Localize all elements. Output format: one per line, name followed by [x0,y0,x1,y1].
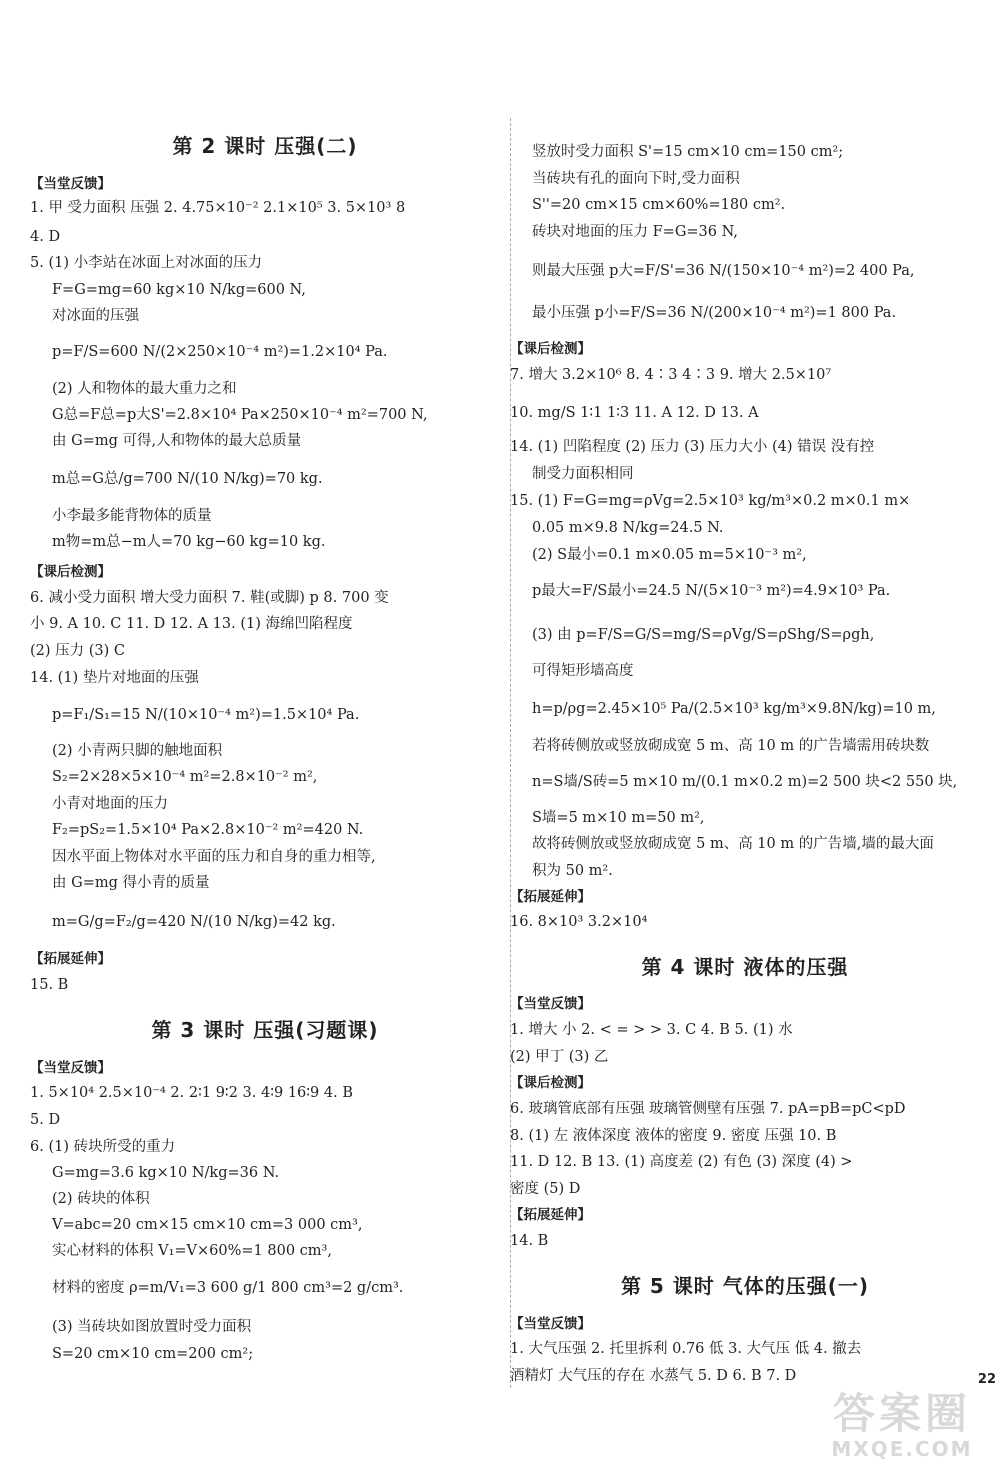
section-heading: 【当堂反馈】 [510,996,591,1012]
answer-line: n=S墙/S砖=5 m×10 m/(0.1 m×0.2 m)=2 500 块<2 550 块, [532,774,958,790]
answer-line: 11. D 12. B 13. (1) 高度差 (2) 有色 (3) 深度 (4) > [510,1154,853,1170]
answer-line: S墙=5 m×10 m=50 m², [532,810,705,826]
answer-line: F₂=pS₂=1.5×10⁴ Pa×2.8×10⁻² m²=420 N. [52,822,364,838]
answer-line: 15. B [30,977,69,993]
answer-line: 小李最多能背物体的质量 [52,508,212,524]
answer-line: 6. 减小受力面积 增大受力面积 7. 鞋(或脚) p 8. 700 变 [30,590,389,606]
answer-line: 1. 增大 小 2. < = > > 3. C 4. B 5. (1) 水 [510,1022,793,1038]
answer-line: (2) S最小=0.1 m×0.05 m=5×10⁻³ m², [532,547,807,563]
answer-line: 可得矩形墙高度 [532,663,634,679]
lesson-title: 第 4 课时 液体的压强 [641,955,849,979]
answer-line: 8. (1) 左 液体深度 液体的密度 9. 密度 压强 10. B [510,1128,837,1144]
answer-line: 5. D [30,1112,61,1128]
answer-line: 由 G=mg 得小青的质量 [52,875,210,891]
section-heading: 【当堂反馈】 [30,176,111,192]
answer-line: m物=m总−m人=70 kg−60 kg=10 kg. [52,534,326,550]
answer-line: F=G=mg=60 kg×10 N/kg=600 N, [52,282,306,298]
answer-line: 16. 8×10³ 3.2×10⁴ [510,914,648,930]
answer-line: 由 G=mg 可得,人和物体的最大总质量 [52,433,302,449]
section-heading: 【拓展延伸】 [30,951,111,967]
answer-line: 1. 5×10⁴ 2.5×10⁻⁴ 2. 2∶1 9∶2 3. 4∶9 16∶9 4. B [30,1085,353,1101]
answer-line: 酒精灯 大气压的存在 水蒸气 5. D 6. B 7. D [510,1368,797,1384]
answer-line: 竖放时受力面积 S'=15 cm×10 cm=150 cm²; [532,144,844,160]
section-heading: 【拓展延伸】 [510,889,591,905]
answer-line: 小 9. A 10. C 11. D 12. A 13. (1) 海绵凹陷程度 [30,616,353,632]
answer-line: (2) 甲丁 (3) 乙 [510,1049,609,1065]
answer-line: 6. 玻璃管底部有压强 玻璃管侧壁有压强 7. pA=pB=pC<pD [510,1101,906,1117]
answer-line: G=mg=3.6 kg×10 N/kg=36 N. [52,1165,280,1181]
answer-line: (2) 小青两只脚的触地面积 [52,743,223,759]
answer-line: S=20 cm×10 cm=200 cm²; [52,1346,254,1362]
answer-line: 4. D [30,229,61,245]
answer-line: (3) 由 p=F/S=G/S=mg/S=ρVg/S=ρShg/S=ρgh, [532,627,875,643]
answer-line: 最小压强 p小=F/S=36 N/(200×10⁻⁴ m²)=1 800 Pa. [532,305,897,321]
answer-line: G总=F总=p大S'=2.8×10⁴ Pa×250×10⁻⁴ m²=700 N, [52,407,428,423]
section-heading: 【当堂反馈】 [510,1316,591,1332]
answer-line: 14. (1) 凹陷程度 (2) 压力 (3) 压力大小 (4) 错误 没有控 [510,439,875,455]
section-heading: 【拓展延伸】 [510,1207,591,1223]
answer-line: 0.05 m×9.8 N/kg=24.5 N. [532,520,724,536]
answer-line: 10. mg/S 1∶1 1∶3 11. A 12. D 13. A [510,405,759,421]
answer-line: 7. 增大 3.2×10⁶ 8. 4∶3 4∶3 9. 增大 2.5×10⁷ [510,367,832,383]
answer-line: (2) 压力 (3) C [30,643,126,659]
lesson-title: 第 3 课时 压强(习题课) [151,1018,379,1042]
answer-line: 故将砖侧放或竖放砌成宽 5 m、高 10 m 的广告墙,墙的最大面 [532,836,934,852]
watermark-main: 答案圈 [832,1389,971,1438]
answer-line: m总=G总/g=700 N/(10 N/kg)=70 kg. [52,471,323,487]
answer-line: 14. (1) 垫片对地面的压强 [30,670,199,686]
section-heading: 【课后检测】 [510,1075,591,1091]
answer-line: 5. (1) 小李站在冰面上对冰面的压力 [30,255,263,271]
section-heading: 【课后检测】 [30,564,111,580]
answer-line: 密度 (5) D [510,1181,581,1197]
answer-line: (2) 砖块的体积 [52,1191,150,1207]
answer-line: 1. 大气压强 2. 托里拆利 0.76 低 3. 大气压 低 4. 撤去 [510,1341,862,1357]
answer-line: S₂=2×28×5×10⁻⁴ m²=2.8×10⁻² m², [52,769,318,785]
answer-line: p=F/S=600 N/(2×250×10⁻⁴ m²)=1.2×10⁴ Pa. [52,344,388,360]
answer-line: (2) 人和物体的最大重力之和 [52,381,237,397]
section-heading: 【课后检测】 [510,341,591,357]
answer-line: p最大=F/S最小=24.5 N/(5×10⁻³ m²)=4.9×10³ Pa. [532,583,891,599]
answer-line: (3) 当砖块如图放置时受力面积 [52,1319,252,1335]
answer-line: 15. (1) F=G=mg=ρVg=2.5×10³ kg/m³×0.2 m×0.1 m× [510,493,911,509]
answer-line: 制受力面积相同 [532,466,634,482]
answer-line: m=G/g=F₂/g=420 N/(10 N/kg)=42 kg. [52,914,336,930]
answer-line: 若将砖侧放或竖放砌成宽 5 m、高 10 m 的广告墙需用砖块数 [532,738,930,754]
answer-line: 6. (1) 砖块所受的重力 [30,1139,176,1155]
answer-line: 积为 50 m². [532,863,613,879]
answer-line: p=F₁/S₁=15 N/(10×10⁻⁴ m²)=1.5×10⁴ Pa. [52,707,360,723]
page-number: 22 [977,1372,996,1387]
answer-line: 14. B [510,1233,549,1249]
answer-line: 小青对地面的压力 [52,796,168,812]
section-heading: 【当堂反馈】 [30,1060,111,1076]
answer-line: 砖块对地面的压力 F=G=36 N, [532,224,738,240]
watermark-logo [812,1390,992,1465]
answer-line: 则最大压强 p大=F/S'=36 N/(150×10⁻⁴ m²)=2 400 Pa, [532,263,915,279]
watermark-site: MXQE.COM [831,1437,973,1461]
lesson-title: 第 5 课时 气体的压强(一) [620,1274,870,1298]
lesson-title: 第 2 课时 压强(二) [172,134,358,158]
answer-line: 当砖块有孔的面向下时,受力面积 [532,171,740,187]
answer-line: V=abc=20 cm×15 cm×10 cm=3 000 cm³, [52,1217,363,1233]
answer-line: 1. 甲 受力面积 压强 2. 4.75×10⁻² 2.1×10⁵ 3. 5×10³ 8 [30,200,406,216]
answer-line: S''=20 cm×15 cm×60%=180 cm². [532,197,786,213]
answer-line: h=p/ρg=2.45×10⁵ Pa/(2.5×10³ kg/m³×9.8N/kg)=10 m, [532,701,936,717]
answer-line: 实心材料的体积 V₁=V×60%=1 800 cm³, [52,1243,332,1259]
answer-line: 对冰面的压强 [52,308,139,324]
answer-line: 材料的密度 ρ=m/V₁=3 600 g/1 800 cm³=2 g/cm³. [52,1280,404,1296]
answer-line: 因水平面上物体对水平面的压力和自身的重力相等, [52,849,376,865]
